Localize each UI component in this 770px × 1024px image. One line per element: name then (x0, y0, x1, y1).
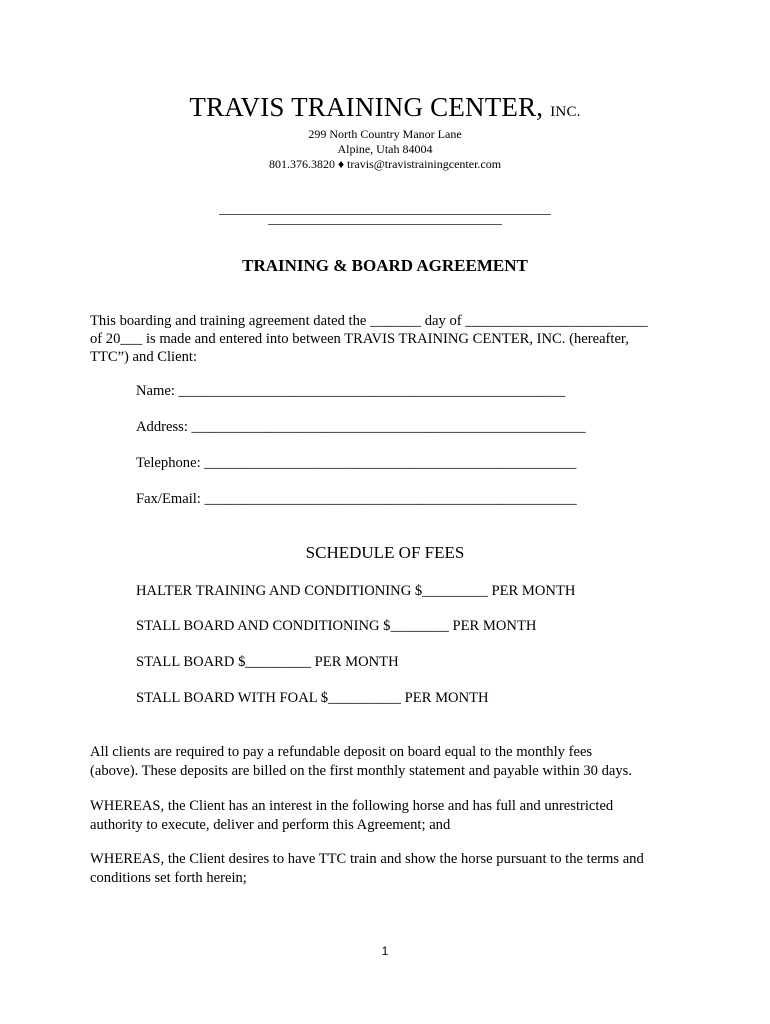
document-title: TRAINING & BOARD AGREEMENT (242, 256, 528, 275)
name-field[interactable]: Name: _____________________________________________________ (136, 383, 566, 399)
company-name (0, 92, 770, 123)
intro-line-1: This boarding and training agreement dated the _______ day of _________________________ (90, 313, 648, 329)
header-divider-bottom (268, 224, 502, 225)
fee-stall-board-foal[interactable]: STALL BOARD WITH FOAL $__________ PER MONTH (136, 690, 489, 706)
deposit-line-1: All clients are required to pay a refundable deposit on board equal to the monthly fees (90, 744, 593, 760)
whereas-1-line-1: WHEREAS, the Client has an interest in the following horse and has full and unrestricted (90, 798, 614, 814)
intro-line-2: of 20___ is made and entered into between TRAVIS TRAINING CENTER, INC. (hereafter, (90, 331, 629, 347)
fee-halter-training[interactable]: HALTER TRAINING AND CONDITIONING $_________ PER MONTH (136, 583, 576, 599)
telephone-field[interactable]: Telephone: ___________________________________________________ (136, 455, 577, 471)
company-suffix: INC. (550, 104, 581, 120)
fee-stall-board-conditioning[interactable]: STALL BOARD AND CONDITIONING $________ PER MONTH (136, 618, 537, 634)
fax-email-field[interactable]: Fax/Email: ___________________________________________________ (136, 491, 577, 507)
deposit-line-2: (above). These deposits are billed on the first monthly statement and payable within 30 days. (90, 763, 632, 779)
schedule-title: SCHEDULE OF FEES (305, 543, 465, 562)
address-line-2: Alpine, Utah 84004 (337, 142, 433, 156)
intro-line-3: TTC”) and Client: (90, 349, 197, 365)
contact-line: 801.376.3820 ♦ travis@travistrainingcenter.com (268, 157, 502, 171)
company-name-text: TRAVIS TRAINING CENTER, (189, 92, 544, 122)
address-field[interactable]: Address: ______________________________________________________ (136, 419, 586, 435)
page-number: 1 (381, 944, 389, 958)
whereas-2-line-2: conditions set forth herein; (90, 870, 247, 886)
whereas-1-line-2: authority to execute, deliver and perform this Agreement; and (90, 817, 451, 833)
header-divider-top (219, 214, 551, 215)
fee-stall-board[interactable]: STALL BOARD $_________ PER MONTH (136, 654, 399, 670)
address-line-1: 299 North Country Manor Lane (308, 127, 462, 141)
whereas-2-line-1: WHEREAS, the Client desires to have TTC train and show the horse pursuant to the terms and (90, 851, 644, 867)
